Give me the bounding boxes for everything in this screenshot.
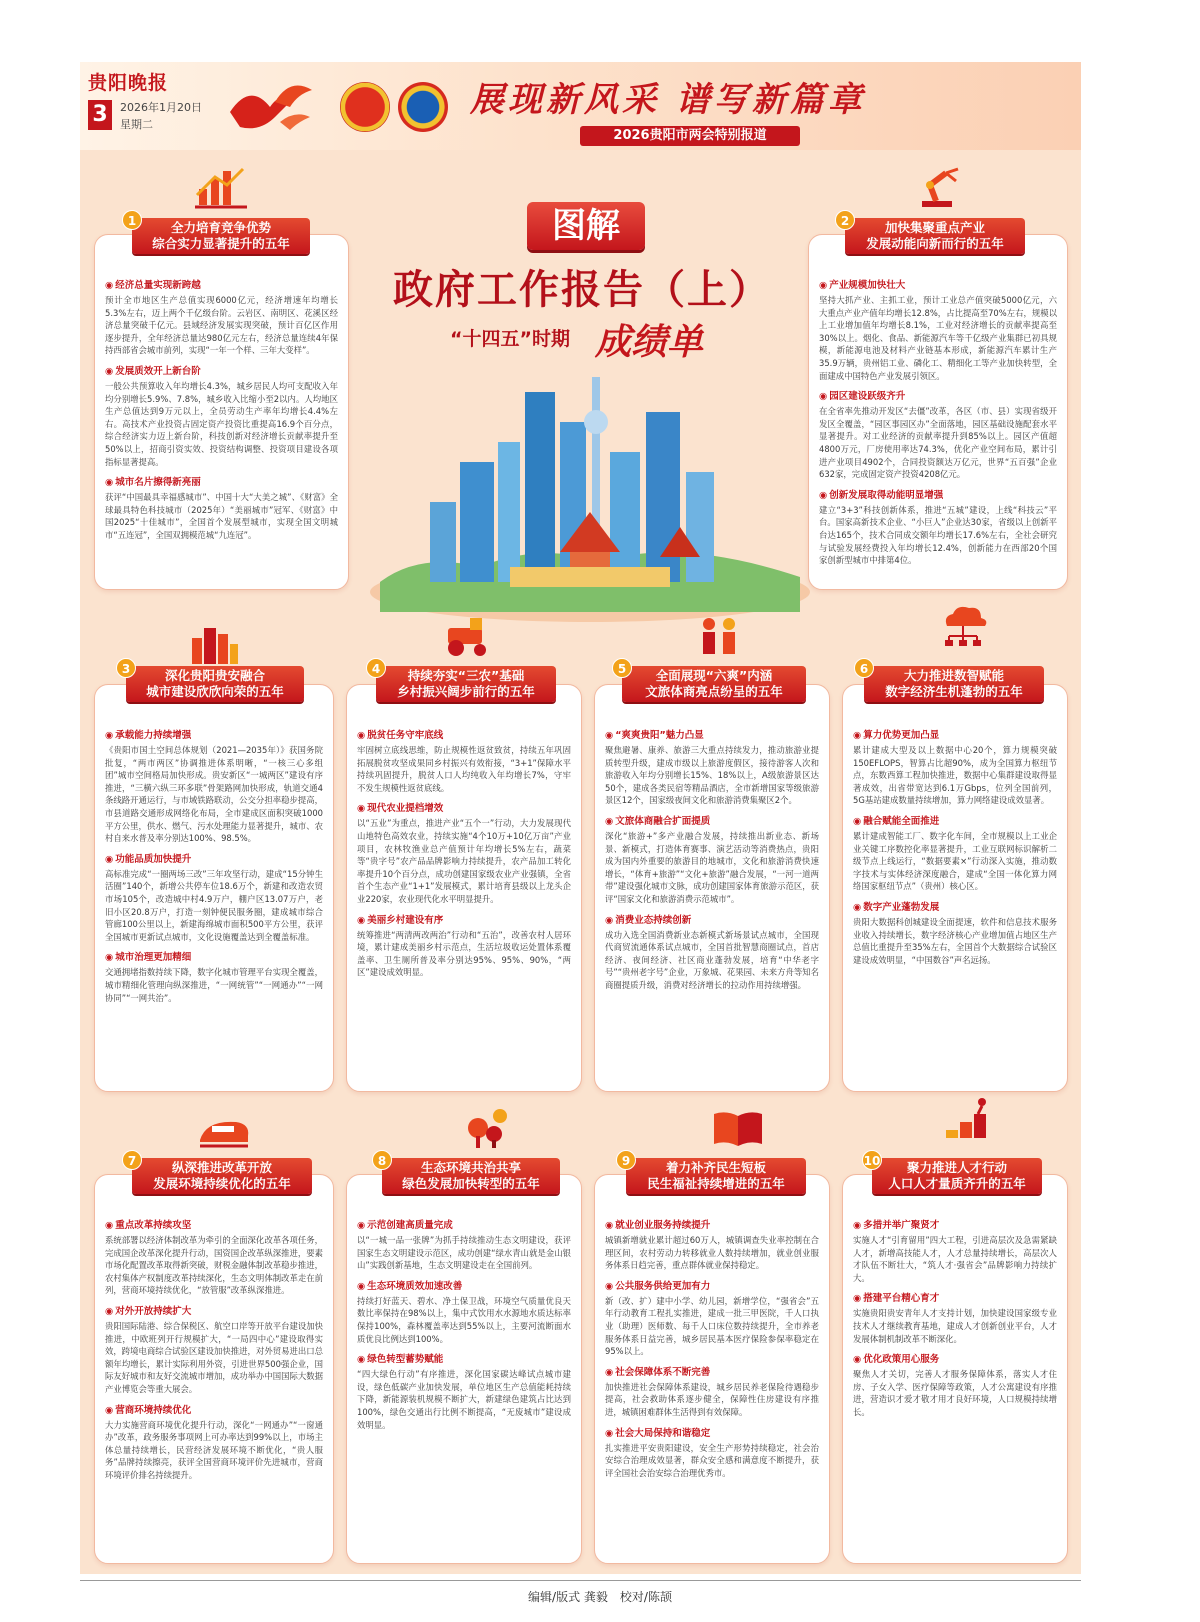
section: ◉ 示范创建高质量完成 以“一城一品一张牌”为抓手持续推动生态文明建设，获评国家生态文明建设示范区，成功创建“绿水青山就是金山银山”实践创新基地，生态文明建设走在全国前列。 xyxy=(357,1219,571,1272)
card-ecology xyxy=(346,1174,582,1564)
bullet-train-icon xyxy=(196,1110,252,1154)
section: ◉ 算力优势更加凸显 累计建成大型及以上数据中心20个，算力规模突破150EFLOPS，智算占比超90%，成为全国算力枢纽节点，东数西算工程加快推进，数据中心集群建设取得显著成效，出省带宽达到6.1万Gbps，位列全国前列，5G基站建成数量持续增加，算力网络建设成效显著。 xyxy=(853,729,1057,807)
city-buildings-icon xyxy=(186,622,242,666)
section: ◉ 多措并举广聚贤才 实施人才“引育留用”四大工程，引进高层次及急需紧缺人才，新增高技能人才，人才总量持续增长，高层次人才队伍不断壮大，“筑人才·强省会”品牌影响力持续扩大。 xyxy=(853,1219,1057,1284)
section: ◉ “爽爽贵阳”魅力凸显 聚焦避暑、康养、旅游三大重点持续发力，推动旅游业提质转型升级，建成市级以上旅游度假区，接待游客人次和旅游收入年均分别增长15%、18%以上，A级旅游景区达50个，建成各类民宿等精品酒店，全市新增国家等级旅游景区12个，国家级夜间文化和旅游消费集聚区2个。 xyxy=(605,729,819,807)
section: ◉ 承载能力持续增强 《贵阳市国土空间总体规划（2021—2035年）》获国务院批复，“两市两区”协调推进体系明晰，“一核三心多组团”城市空间格局加快形成。贵安新区“一城两区”建设有序推进，“三横六纵三环多联”骨架路网加快形成，轨道交通4条线路开通运行，与市域铁路联动，公交分担率稳步提高，市县道路交通形成网络化布局，全市建成区面积突破1000平方公里，供水、燃气、污水处理能力显著提升，城市、农村自来水普及率分别达100%、98.5%。 xyxy=(105,729,323,845)
section: ◉ 融合赋能全面推进 累计建成智能工厂、数字化车间，全市规模以上工业企业关键工序数控化率显著提升，工业互联网标识解析二级节点上线运行，“数据要素×”行动深入实施，推动数字技术与实体经济深度融合，建成“全国一体化算力网络国家枢纽节点”（贵州）核心区。 xyxy=(853,815,1057,893)
section: ◉ 社会保障体系不断完善 加快推进社会保障体系建设，城乡居民养老保险待遇稳步提高，社会救助体系逐步健全，保障性住房建设有序推进，城镇困难群体生活得到有效保障。 xyxy=(605,1366,819,1419)
card-8-ribbon: 8 生态环境共治共享 绿色发展加快转型的五年 xyxy=(382,1158,560,1194)
section: ◉ 创新发展取得动能明显增强 建立“3+3”科技创新体系，推进“五城”建设，上线“科技云”平台。国家高新技术企业、“小巨人”企业达30家，省级以上创新平台达165个，技术合同成交额年均增长17.6%左右，全社会研究与试验发展经费投入年均增长12.4%，创新能力在西部20个国家创新型城市中排第4位。 xyxy=(819,489,1057,567)
section: ◉ 发展质效开上新台阶 一般公共预算收入年均增长4.3%，城乡居民人均可支配收入年均分别增长5.9%、7.8%，城乡收入比缩小至2以内。人均地区生产总值达到9万元以上，全员劳动生产率年均增长4.4%左右。高技术产业投资占固定资产投资比重提高16.9个百分点，综合经济实力迈上新台阶，科技创新对经济增长贡献率提升至50%以上，招商引资实效、投资结构调整、投资项目建设各项指标显著提高。 xyxy=(105,365,338,468)
card-rural-revitalization xyxy=(346,684,582,1092)
climbing-person-icon xyxy=(942,1096,998,1140)
section: ◉ 公共服务供给更加有力 新（改、扩）建中小学、幼儿园，新增学位，“强省会”五年行动教育工程扎实推进，建成一批三甲医院，千人口执业（助理）医师数、每千人口床位数持续提升，全市养老服务体系日益完善，城乡居民基本医疗保险参保率稳定在95%以上。 xyxy=(605,1280,819,1358)
page-number: 3 xyxy=(88,100,112,130)
section: ◉ 重点改革持续攻坚 系统部署以经济体制改革为牵引的全面深化改革各项任务，完成国企改革深化提升行动，国资国企改革纵深推进，要素市场化配置改革取得新突破，财税金融体制改革稳步推进，农村集体产权制度改革持续深化，生态文明体制改革走在前列，营商环境持续优化，“放管服”改革纵深推进。 xyxy=(105,1219,323,1297)
card-3-ribbon: 3 深化贵阳贵安融合 城市建设欣欣向荣的五年 xyxy=(126,666,304,702)
open-book-icon xyxy=(710,1106,766,1150)
bar-chart-icon xyxy=(193,165,249,209)
section: ◉ 产业规模加快壮大 坚持大抓产业、主抓工业，预计工业总产值突破5000亿元，六大重点产业产值年均增长12.8%，占比提高至70%左右，规模以上工业增加值年均增长8.1%，工业对经济增长的贡献率提高至30%以上。烟化、食品、新能源汽车等千亿级产业集群已初具规模，新能源电池及材料产业链基本形成，新能源汽车累计生产35.9万辆，贵州铝工业、磷化工、精细化工等产业加快转型，全面建成中国特色产业发展引领区。 xyxy=(819,279,1057,382)
national-emblem-icon xyxy=(340,82,390,132)
card-overall-strength xyxy=(94,234,349,590)
section: ◉ 现代农业提档增效 以“五业”为重点，推进产业“五个一”行动，大力发展现代山地特色高效农业，持续实施“4个10万+10亿万亩”产业项目，农林牧渔业总产值预计年均增长5%左右，蔬菜等“贵字号”农产品品牌影响力持续提升，农产品加工转化率提升10个百分点，成功创建国家级农业产业强镇，全省首个生态产业“1+1”发展模式，累计培育县级以上龙头企业220家，农业现代化水平明显提升。 xyxy=(357,802,571,905)
section: ◉ 社会大局保持和谐稳定 扎实推进平安贵阳建设，安全生产形势持续稳定，社会治安综合治理成效显著，群众安全感和满意度不断提升，获评全国社会治安综合治理优秀市。 xyxy=(605,1427,819,1480)
flying-birds-icon xyxy=(220,72,320,142)
section: ◉ 营商环境持续优化 大力实施营商环境优化提升行动，深化“一网通办”“一窗通办”改革，政务服务事项网上可办率达到99%以上，市场主体总量持续增长，民营经济发展环境不断优化，“贵人服务”品牌持续擦亮，获评全国营商环境评价先进城市，营商环境评价排名持续提升。 xyxy=(105,1404,323,1482)
card-urban-construction xyxy=(94,684,334,1092)
card-livelihood xyxy=(594,1174,830,1564)
page-header xyxy=(80,62,1081,150)
section: ◉ 数字产业蓬勃发展 贵阳大数据科创城建设全面提速，软件和信息技术服务业收入持续增长，数字经济核心产业增加值占地区生产总值比重提升至35%左右，全国首个大数据综合试验区建设成效明显，“中国数谷”声名远扬。 xyxy=(853,901,1057,966)
section: ◉ 美丽乡村建设有序 统筹推进“两清两改两治”行动和“五治”，改善农村人居环境，累计建成美丽乡村示范点，生活垃圾收运处置体系覆盖率、卫生厕所普及率分别达95%、95%、90%，“两区”建设成效明显。 xyxy=(357,914,571,979)
period-label: “十四五”时期 xyxy=(450,328,570,350)
report-title: 政府工作报告（上） xyxy=(393,266,771,313)
card-1-ribbon: 1 全力培育竞争优势 综合实力显著提升的五年 xyxy=(132,218,310,254)
card-talent xyxy=(842,1174,1068,1564)
section: ◉ 就业创业服务持续提升 城镇新增就业累计超过60万人，城镇调查失业率控制在合理区间，农村劳动力转移就业人数持续增加，就业创业服务体系日趋完善，重点群体就业保持稳定。 xyxy=(605,1219,819,1272)
section: ◉ 经济总量实现新跨越 预计全市地区生产总值实现6000亿元，经济增速年均增长5.3%左右，迈上两个千亿级台阶。云岩区、南明区、花溪区经济总量突破千亿元。县域经济发展实现突破，预计百亿区作用逐步提升，全年经济总量达980亿元左右，经济总量连续4年保持西部省会城市前列，实现“一年一个样、三年大变样”。 xyxy=(105,279,338,357)
section: ◉ 城市名片擦得新亮丽 获评“中国最具幸福感城市”、中国十大“大美之城”、《财富》全球最具特色科技城市（2025年）“美丽城市”冠军、《财富》中国2025“十佳城市”，全国首个发展型城市，实现全国文明城市“五连冠”，全国双拥模范城“九连冠”。 xyxy=(105,476,338,541)
card-reform-opening xyxy=(94,1174,334,1564)
section: ◉ 绿色转型蓄势赋能 “四大绿色行动”有序推进，深化国家碳达峰试点城市建设，绿色低碳产业加快发展，单位地区生产总值能耗持续下降，新能源装机规模不断扩大，新建绿色建筑占比达到100%，绿色交通出行比例不断提高，“无废城市”建设成效明显。 xyxy=(357,1353,571,1431)
section: ◉ 优化政策用心服务 聚焦人才关切，完善人才服务保障体系，落实人才住房、子女入学、医疗保障等政策，人才公寓建设有序推进，营造识才爱才敬才用才良好环境，人口规模持续增长。 xyxy=(853,1353,1057,1418)
card-5-ribbon: 5 全面展现“六爽”内涵 文旅体商亮点纷呈的五年 xyxy=(622,666,806,702)
newspaper-page xyxy=(80,62,1081,1574)
card-4-ribbon: 4 持续夯实“三农”基础 乡村振兴阔步前行的五年 xyxy=(376,666,556,702)
section: ◉ 搭建平台精心育才 实施贵阳贵安青年人才支持计划，加快建设国家级专业技术人才继续教育基地，建成人才创新创业平台，人才发展体制机制改革不断深化。 xyxy=(853,1292,1057,1345)
cloud-network-icon xyxy=(935,602,991,646)
card-9-ribbon: 9 着力补齐民生短板 民生福祉持续增进的五年 xyxy=(626,1158,806,1194)
cityscape-illustration xyxy=(360,352,820,622)
section: ◉ 脱贫任务守牢底线 牢固树立底线思维，防止规模性返贫致贫，持续五年巩固拓展脱贫攻坚成果同乡村振兴有效衔接，“3+1”保障水平持续巩固提升，脱贫人口人均纯收入年均增长7%，守牢不发生规模性返贫底线。 xyxy=(357,729,571,794)
card-7-ribbon: 7 纵深推进改革开放 发展环境持续优化的五年 xyxy=(132,1158,312,1194)
card-10-ribbon: 10 聚力推进人才行动 人口人才量质齐升的五年 xyxy=(872,1158,1042,1194)
trees-sun-icon xyxy=(460,1106,516,1150)
section: ◉ 对外开放持续扩大 贵阳国际陆港、综合保税区、航空口岸等开放平台建设加快推进，中欧班列开行规模扩大，“一局四中心”建设取得实效，跨境电商综合试验区建设加快推进，对外贸易进出口总额年均增长，累计实际利用外资，引进世界500强企业，国际友好城市和友好交流城市增加，成功举办中国国际大数据产业博览会等重大展会。 xyxy=(105,1305,323,1396)
cppcc-emblem-icon xyxy=(398,82,448,132)
main-title: 展现新风采 谱写新篇章 xyxy=(470,80,866,120)
page-footer: 编辑/版式 龚毅 校对/陈颉 xyxy=(528,1590,672,1604)
section: ◉ 生态环境质效加速改善 持续打好蓝天、碧水、净土保卫战，环境空气质量优良天数比率保持在98%以上，集中式饮用水水源地水质达标率保持100%，森林覆盖率达到55%以上，主要河流断面水质优良比例达到100%。 xyxy=(357,1280,571,1345)
special-report-banner: 2026贵阳市两会特别报道 xyxy=(580,126,800,146)
issue-date: 2026年1月20日 xyxy=(120,101,202,114)
section: ◉ 功能品质加快提升 高标准完成“一圈两场三改”三年攻坚行动，建成“15分钟生活圈”140个，新增公共停车位18.6万个，新建和改造农贸市场105个，改造城中村4.9万户，棚户区13.07万户，老旧小区20.8万户，打造一刻钟便民服务圈，建成城市综合管廊100公里以上，新建海绵城市面积500平方公里，获评全国城市更新试点城市，文化设施覆盖达到全覆盖标准。 xyxy=(105,853,323,944)
card-industry xyxy=(808,234,1068,590)
section: ◉ 文旅体商融合扩面提质 深化“旅游+”多产业融合发展，持续推出新业态、新场景、新模式，打造体育赛事、演艺活动等消费热点，贵阳成为国内外重要的旅游目的地城市，文化和旅游消费快速增长，“体育+旅游”“文化+旅游”融合发展，“一河一道两带”建设强化城市文脉，成功创建国家体育旅游示范区，获评“国家文化和旅游消费示范城市”。 xyxy=(605,815,819,906)
tractor-icon xyxy=(440,614,496,658)
issue-weekday: 星期二 xyxy=(120,118,153,131)
masthead: 贵阳晚报 xyxy=(88,72,169,94)
robot-arm-icon xyxy=(912,165,968,209)
card-digital-economy xyxy=(842,684,1068,1092)
section: ◉ 城市治理更加精细 交通拥堵指数持续下降，数字化城市管理平台实现全覆盖，城市精细化管理向纵深推进，“一网统管”“一网通办”“一网协同”“一网共治”。 xyxy=(105,951,323,1004)
tujie-badge: 图解 xyxy=(527,202,645,250)
footer-divider xyxy=(80,1580,1081,1581)
section: ◉ 消费业态持续创新 成功入选全国消费新业态新模式新场景试点城市，全国现代商贸流通体系试点城市，全国首批智慧商圈试点，首店经济、夜间经济、社区商业蓬勃发展，培育“中华老字号”“贵州老字号”企业，万象城、花果园、未来方舟等知名商圈提质升级，消费对经济增长的拉动作用持续增强。 xyxy=(605,914,819,992)
culture-people-icon xyxy=(691,614,747,658)
section: ◉ 园区建设跃级齐升 在全省率先推动开发区“去僵”改革，各区（市、县）实现省级开发区全覆盖，“园区事园区办”全面落地，园区基础设施配套水平显著提升。对工业经济的贡献率提升到85%以上。园区产值超4800万元，厂房使用率达74.3%，优化产业空间布局，累计引进产业项目4902个，合同投资额达万亿元，世界“五百强”企业632家，完成固定资产投资4208亿元。 xyxy=(819,390,1057,481)
card-6-ribbon: 6 大力推进数智赋能 数字经济生机蓬勃的五年 xyxy=(864,666,1044,702)
results-label: 成绩单 xyxy=(595,321,704,363)
card-2-ribbon: 2 加快集聚重点产业 发展动能向新而行的五年 xyxy=(845,218,1025,254)
card-culture-tourism xyxy=(594,684,830,1092)
